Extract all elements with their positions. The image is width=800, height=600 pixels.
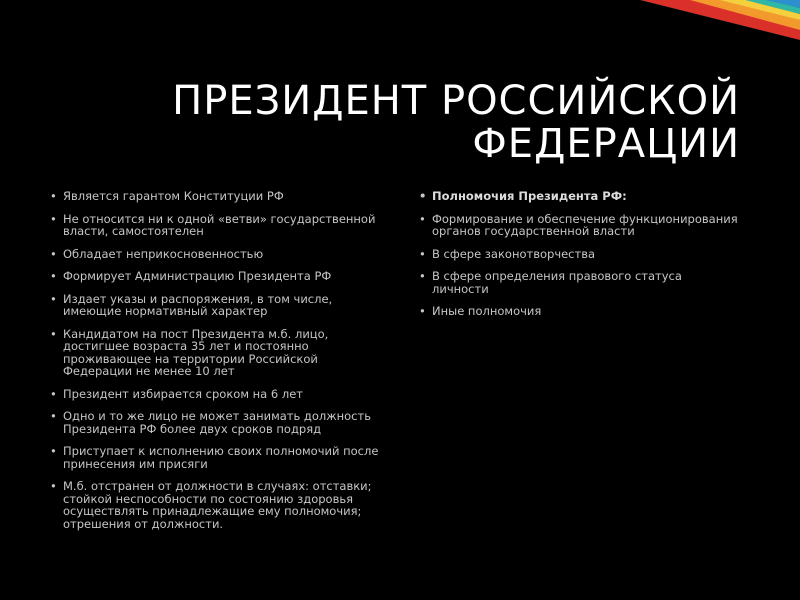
list-item: • Обладает неприкосновенностью: [50, 248, 380, 261]
list-item: • Иные полномочия: [419, 305, 739, 318]
title-line-1: ПРЕЗИДЕНТ РОССИЙСКОЙ: [172, 78, 740, 124]
list-item: • В сфере законотворчества: [419, 248, 739, 261]
title-line-2: ФЕДЕРАЦИИ: [472, 121, 740, 167]
list-item: • Является гарантом Конституции РФ: [50, 190, 380, 203]
decorative-corner-stripes: [0, 0, 800, 60]
right-bullet-list: [419, 190, 739, 328]
list-item: • Издает указы и распоряжения, в том числе, имеющие нормативный характер: [50, 293, 380, 318]
list-item: • Одно и то же лицо не может занимать должность Президента РФ более двух сроков подряд: [50, 410, 380, 435]
list-item: • Кандидатом на пост Президента м.б. лицо, достигшее возраста 35 лет и постоянно проживающее на территории Российской Федерации не менее 10 лет: [50, 328, 380, 378]
list-item: • Президент избирается сроком на 6 лет: [50, 388, 380, 401]
powers-header: • Полномочия Президента РФ:: [419, 190, 739, 203]
list-item: • Формирует Администрацию Президента РФ: [50, 270, 380, 283]
list-item: • Формирование и обеспечение функционирования органов государственной власти: [419, 213, 739, 238]
list-item: • В сфере определения правового статуса личности: [419, 270, 739, 295]
list-item: • Приступает к исполнению своих полномочий после принесения им присяги: [50, 445, 380, 470]
page-title: [120, 80, 740, 166]
list-item: • Не относится ни к одной «ветви» государственной власти, самостоятелен: [50, 213, 380, 238]
list-item: • М.б. отстранен от должности в случаях: отставки; стойкой неспособности по состоянию здоровья осуществлять принадлежащие ему полномочия; отрешения от должности.: [50, 480, 380, 530]
left-bullet-list: [50, 190, 380, 540]
